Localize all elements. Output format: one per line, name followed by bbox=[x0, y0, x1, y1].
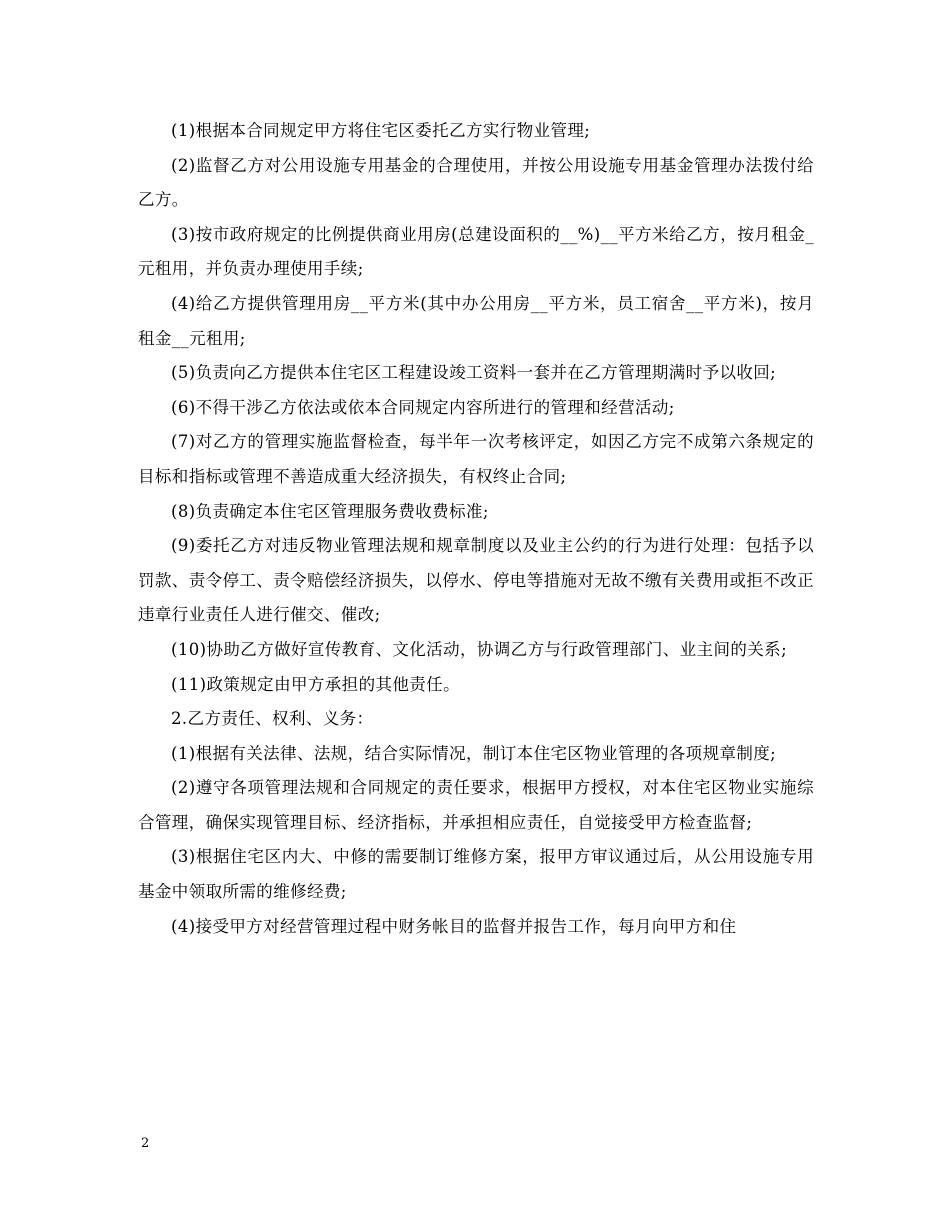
paragraph-16: (4)接受甲方对经营管理过程中财务帐目的监督并报告工作，每月向甲方和住 bbox=[171, 916, 737, 936]
page-number: 2 bbox=[141, 1136, 150, 1151]
paragraph-6: (6)不得干涉乙方依法或依本合同规定内容所进行的管理和经营活动; bbox=[171, 397, 675, 417]
paragraph-5: (5)负责向乙方提供本住宅区工程建设竣工资料一套并在乙方管理期满时予以收回; bbox=[171, 363, 777, 383]
paragraph-15: (3)根据住宅区内大、中修的需要制订维修方案，报甲方审议通过后，从公用设施专用基金中领取所需的维修经费; bbox=[138, 847, 814, 902]
paragraph-8: (8)负责确定本住宅区管理服务费收费标准; bbox=[171, 501, 489, 521]
paragraph-2: (2)监督乙方对公用设施专用基金的合理使用，并按公用设施专用基金管理办法拨付给乙方。 bbox=[138, 155, 814, 210]
paragraph-14: (2)遵守各项管理法规和合同规定的责任要求，根据甲方授权，对本住宅区物业实施综合管理，确保实现管理目标、经济指标，并承担相应责任，自觉接受甲方检查监督; bbox=[138, 778, 814, 832]
document-body bbox=[138, 114, 814, 944]
paragraph-9: (9)委托乙方对违反物业管理法规和规章制度以及业主公约的行为进行处理：包括予以罚款、责令停工、责令赔偿经济损失，以停水、停电等措施对无故不缴有关费用或拒不改正违章行业责任人进行催交、催改; bbox=[138, 536, 814, 625]
paragraph-3: (3)按市政府规定的比例提供商业用房(总建设面积的__%)__平方米给乙方，按月租金_元租用，并负责办理使用手续; bbox=[138, 224, 814, 279]
paragraph-10: (10)协助乙方做好宣传教育、文化活动，协调乙方与行政管理部门、业主间的关系; bbox=[171, 639, 788, 659]
paragraph-11: (11)政策规定由甲方承担的其他责任。 bbox=[171, 674, 460, 694]
paragraph-4: (4)给乙方提供管理用房__平方米(其中办公用房__平方米，员工宿舍__平方米)，按月租金__元租用; bbox=[138, 293, 814, 348]
paragraph-13: (1)根据有关法律、法规，结合实际情况，制订本住宅区物业管理的各项规章制度; bbox=[171, 743, 777, 763]
paragraph-1: (1)根据本合同规定甲方将住宅区委托乙方实行物业管理; bbox=[171, 121, 591, 140]
section-heading-party-b: 2.乙方责任、权利、义务： bbox=[171, 709, 374, 729]
paragraph-7: (7)对乙方的管理实施监督检查，每半年一次考核评定，如因乙方完不成第六条规定的目标和指标或管理不善造成重大经济损失，有权终止合同; bbox=[138, 432, 814, 486]
